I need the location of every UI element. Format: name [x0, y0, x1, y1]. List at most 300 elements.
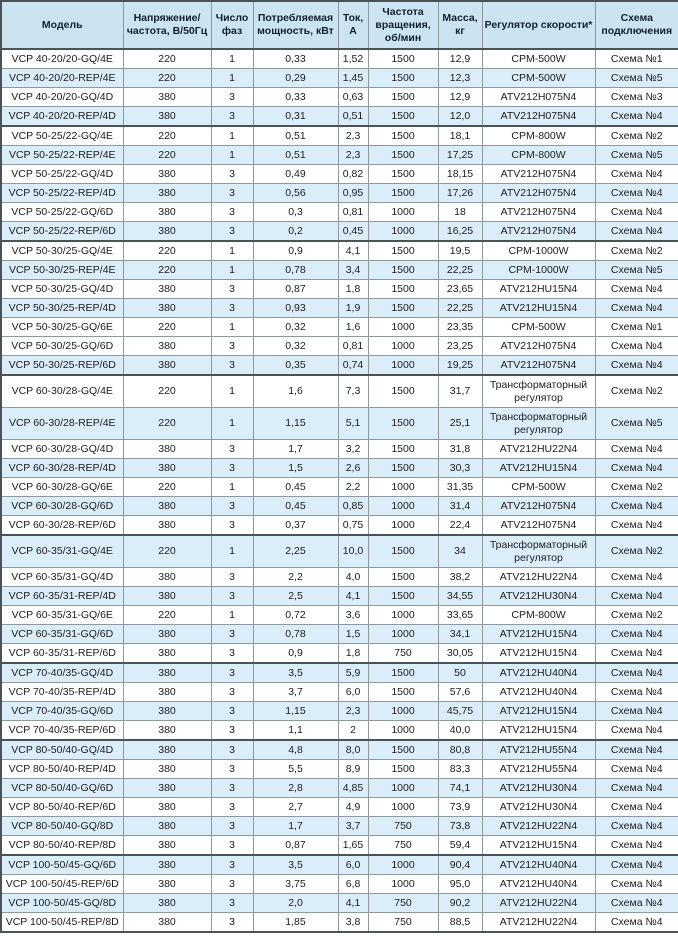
cell-scheme: Схема №2: [595, 241, 678, 261]
table-row: [1, 165, 678, 184]
cell-model: VCP 60-30/28-REP/4D: [1, 459, 123, 478]
cell-power: 2,5: [253, 587, 338, 606]
cell-current: 4,85: [338, 779, 368, 798]
cell-phases: 3: [211, 337, 253, 356]
cell-regulator: ATV212HU15N4: [482, 721, 595, 741]
cell-phases: 3: [211, 644, 253, 664]
cell-phases: 3: [211, 683, 253, 702]
cell-phases: 3: [211, 913, 253, 933]
cell-mass: 34,1: [438, 625, 482, 644]
cell-mass: 25,1: [438, 408, 482, 440]
cell-current: 7,3: [338, 375, 368, 408]
table-row: [1, 356, 678, 376]
cell-rpm: 750: [368, 644, 438, 664]
cell-voltage: 380: [123, 817, 211, 836]
cell-phases: 3: [211, 440, 253, 459]
cell-scheme: Схема №4: [595, 356, 678, 376]
cell-voltage: 220: [123, 69, 211, 88]
cell-voltage: 380: [123, 836, 211, 856]
cell-current: 2,3: [338, 702, 368, 721]
cell-voltage: 380: [123, 798, 211, 817]
cell-mass: 12,0: [438, 107, 482, 127]
cell-power: 1,85: [253, 913, 338, 933]
table-row: [1, 497, 678, 516]
cell-rpm: 1500: [368, 440, 438, 459]
cell-power: 5,5: [253, 760, 338, 779]
cell-power: 2,2: [253, 568, 338, 587]
cell-regulator: ATV212H075N4: [482, 497, 595, 516]
cell-current: 2,3: [338, 146, 368, 165]
cell-current: 0,75: [338, 516, 368, 536]
cell-mass: 30,05: [438, 644, 482, 664]
cell-phases: 3: [211, 894, 253, 913]
cell-rpm: 1000: [368, 222, 438, 242]
cell-power: 3,75: [253, 875, 338, 894]
table-row: [1, 478, 678, 497]
cell-model: VCP 40-20/20-REP/4E: [1, 69, 123, 88]
cell-model: VCP 40-20/20-GQ/4E: [1, 49, 123, 69]
cell-rpm: 1000: [368, 318, 438, 337]
cell-mass: 74,1: [438, 779, 482, 798]
cell-rpm: 1500: [368, 146, 438, 165]
cell-phases: 1: [211, 535, 253, 568]
cell-phases: 3: [211, 356, 253, 376]
cell-model: VCP 40-20/20-GQ/4D: [1, 88, 123, 107]
cell-model: VCP 70-40/35-GQ/4D: [1, 663, 123, 683]
cell-voltage: 220: [123, 318, 211, 337]
cell-regulator: ATV212HU22N4: [482, 894, 595, 913]
cell-rpm: 1500: [368, 69, 438, 88]
cell-rpm: 1500: [368, 459, 438, 478]
cell-model: VCP 50-25/22-GQ/6D: [1, 203, 123, 222]
cell-model: VCP 60-35/31-GQ/6D: [1, 625, 123, 644]
cell-mass: 50: [438, 663, 482, 683]
col-header-rpm: Частота вращения, об/мин: [368, 1, 438, 49]
cell-scheme: Схема №4: [595, 760, 678, 779]
cell-current: 3,7: [338, 817, 368, 836]
cell-current: 0,81: [338, 203, 368, 222]
cell-regulator: ATV212HU40N4: [482, 683, 595, 702]
cell-phases: 3: [211, 203, 253, 222]
cell-voltage: 380: [123, 516, 211, 536]
cell-model: VCP 50-25/22-REP/6D: [1, 222, 123, 242]
cell-current: 1,9: [338, 299, 368, 318]
cell-voltage: 220: [123, 478, 211, 497]
cell-scheme: Схема №4: [595, 516, 678, 536]
cell-voltage: 220: [123, 261, 211, 280]
cell-mass: 31,4: [438, 497, 482, 516]
cell-model: VCP 60-30/28-GQ/6D: [1, 497, 123, 516]
cell-current: 0,82: [338, 165, 368, 184]
cell-scheme: Схема №2: [595, 478, 678, 497]
cell-model: VCP 60-35/31-GQ/4D: [1, 568, 123, 587]
cell-mass: 31,35: [438, 478, 482, 497]
cell-rpm: 1000: [368, 779, 438, 798]
cell-current: 5,9: [338, 663, 368, 683]
cell-current: 4,0: [338, 568, 368, 587]
cell-mass: 22,4: [438, 516, 482, 536]
table-header-row: [1, 1, 678, 49]
table-row: [1, 126, 678, 146]
cell-rpm: 1000: [368, 875, 438, 894]
cell-power: 1,15: [253, 408, 338, 440]
cell-regulator: ATV212H075N4: [482, 165, 595, 184]
cell-mass: 38,2: [438, 568, 482, 587]
cell-phases: 3: [211, 721, 253, 741]
table-row: [1, 203, 678, 222]
table-row: [1, 261, 678, 280]
cell-model: VCP 80-50/40-GQ/6D: [1, 779, 123, 798]
cell-model: VCP 80-50/40-GQ/4D: [1, 740, 123, 760]
cell-phases: 3: [211, 702, 253, 721]
cell-power: 0,35: [253, 356, 338, 376]
cell-mass: 12,3: [438, 69, 482, 88]
cell-voltage: 380: [123, 587, 211, 606]
cell-current: 2,6: [338, 459, 368, 478]
cell-rpm: 1500: [368, 241, 438, 261]
cell-scheme: Схема №5: [595, 69, 678, 88]
cell-power: 4,8: [253, 740, 338, 760]
cell-current: 3,6: [338, 606, 368, 625]
col-header-phases: Число фаз: [211, 1, 253, 49]
cell-phases: 3: [211, 875, 253, 894]
cell-rpm: 1500: [368, 88, 438, 107]
cell-current: 6,8: [338, 875, 368, 894]
table-row: [1, 625, 678, 644]
cell-phases: 1: [211, 241, 253, 261]
table-row: [1, 721, 678, 741]
cell-scheme: Схема №4: [595, 817, 678, 836]
table-row: [1, 568, 678, 587]
cell-scheme: Схема №4: [595, 203, 678, 222]
cell-scheme: Схема №4: [595, 222, 678, 242]
cell-power: 0,49: [253, 165, 338, 184]
cell-voltage: 380: [123, 740, 211, 760]
cell-model: VCP 80-50/40-REP/4D: [1, 760, 123, 779]
cell-regulator: CPM-500W: [482, 69, 595, 88]
cell-model: VCP 60-35/31-REP/4D: [1, 587, 123, 606]
cell-rpm: 1000: [368, 625, 438, 644]
cell-model: VCP 60-35/31-REP/6D: [1, 644, 123, 664]
cell-phases: 1: [211, 69, 253, 88]
cell-model: VCP 80-50/40-GQ/8D: [1, 817, 123, 836]
cell-phases: 3: [211, 184, 253, 203]
cell-model: VCP 40-20/20-REP/4D: [1, 107, 123, 127]
cell-mass: 12,9: [438, 49, 482, 69]
cell-model: VCP 50-25/22-GQ/4E: [1, 126, 123, 146]
cell-mass: 83,3: [438, 760, 482, 779]
cell-rpm: 1500: [368, 663, 438, 683]
cell-regulator: ATV212H075N4: [482, 88, 595, 107]
cell-mass: 19,25: [438, 356, 482, 376]
cell-mass: 73,8: [438, 817, 482, 836]
cell-model: VCP 50-30/25-GQ/4D: [1, 280, 123, 299]
cell-current: 1,8: [338, 644, 368, 664]
cell-mass: 45,75: [438, 702, 482, 721]
cell-rpm: 1000: [368, 721, 438, 741]
table-row: [1, 49, 678, 69]
cell-mass: 22,25: [438, 261, 482, 280]
cell-current: 3,8: [338, 913, 368, 933]
cell-rpm: 1000: [368, 855, 438, 875]
cell-power: 0,87: [253, 280, 338, 299]
cell-scheme: Схема №4: [595, 721, 678, 741]
cell-model: VCP 70-40/35-REP/6D: [1, 721, 123, 741]
cell-voltage: 380: [123, 222, 211, 242]
cell-power: 0,51: [253, 126, 338, 146]
cell-scheme: Схема №5: [595, 408, 678, 440]
cell-current: 6,0: [338, 683, 368, 702]
cell-regulator: ATV212HU40N4: [482, 875, 595, 894]
cell-phases: 3: [211, 459, 253, 478]
cell-power: 0,45: [253, 497, 338, 516]
table-row: [1, 299, 678, 318]
cell-phases: 1: [211, 146, 253, 165]
cell-phases: 1: [211, 126, 253, 146]
cell-model: VCP 70-40/35-GQ/6D: [1, 702, 123, 721]
cell-voltage: 380: [123, 683, 211, 702]
cell-scheme: Схема №4: [595, 337, 678, 356]
table-row: [1, 535, 678, 568]
cell-regulator: ATV212H075N4: [482, 337, 595, 356]
cell-regulator: ATV212H075N4: [482, 222, 595, 242]
cell-rpm: 1000: [368, 516, 438, 536]
cell-scheme: Схема №3: [595, 88, 678, 107]
cell-regulator: ATV212H075N4: [482, 203, 595, 222]
cell-mass: 19,5: [438, 241, 482, 261]
cell-power: 1,7: [253, 440, 338, 459]
table-row: [1, 894, 678, 913]
cell-model: VCP 50-30/25-GQ/6D: [1, 337, 123, 356]
table-row: [1, 587, 678, 606]
cell-voltage: 380: [123, 440, 211, 459]
cell-rpm: 1500: [368, 535, 438, 568]
cell-current: 10,0: [338, 535, 368, 568]
cell-voltage: 380: [123, 459, 211, 478]
cell-model: VCP 100-50/45-GQ/6D: [1, 855, 123, 875]
cell-regulator: ATV212H075N4: [482, 516, 595, 536]
cell-power: 1,1: [253, 721, 338, 741]
cell-mass: 95,0: [438, 875, 482, 894]
cell-model: VCP 70-40/35-REP/4D: [1, 683, 123, 702]
cell-power: 0,72: [253, 606, 338, 625]
cell-voltage: 220: [123, 535, 211, 568]
cell-current: 1,6: [338, 318, 368, 337]
cell-rpm: 1500: [368, 408, 438, 440]
cell-current: 4,1: [338, 241, 368, 261]
cell-regulator: ATV212HU30N4: [482, 587, 595, 606]
cell-voltage: 380: [123, 337, 211, 356]
cell-regulator: ATV212HU22N4: [482, 913, 595, 933]
table-row: [1, 440, 678, 459]
cell-current: 1,8: [338, 280, 368, 299]
cell-mass: 73,9: [438, 798, 482, 817]
cell-scheme: Схема №1: [595, 49, 678, 69]
cell-rpm: 1500: [368, 126, 438, 146]
cell-mass: 90,2: [438, 894, 482, 913]
table-row: [1, 913, 678, 933]
cell-phases: 3: [211, 798, 253, 817]
cell-model: VCP 60-35/31-GQ/4E: [1, 535, 123, 568]
cell-scheme: Схема №4: [595, 280, 678, 299]
cell-model: VCP 50-30/25-REP/4D: [1, 299, 123, 318]
cell-scheme: Схема №4: [595, 587, 678, 606]
table-row: [1, 69, 678, 88]
table-row: [1, 740, 678, 760]
cell-power: 3,5: [253, 855, 338, 875]
cell-phases: 1: [211, 478, 253, 497]
cell-phases: 3: [211, 587, 253, 606]
table-row: [1, 107, 678, 127]
cell-current: 0,85: [338, 497, 368, 516]
cell-regulator: ATV212HU30N4: [482, 798, 595, 817]
cell-current: 3,2: [338, 440, 368, 459]
cell-mass: 88,5: [438, 913, 482, 933]
cell-rpm: 1500: [368, 587, 438, 606]
table-row: [1, 280, 678, 299]
cell-phases: 3: [211, 855, 253, 875]
cell-phases: 3: [211, 299, 253, 318]
cell-mass: 34,55: [438, 587, 482, 606]
cell-current: 8,9: [338, 760, 368, 779]
cell-scheme: Схема №4: [595, 855, 678, 875]
cell-current: 0,45: [338, 222, 368, 242]
cell-mass: 59,4: [438, 836, 482, 856]
cell-voltage: 380: [123, 721, 211, 741]
cell-power: 0,33: [253, 49, 338, 69]
cell-power: 0,29: [253, 69, 338, 88]
cell-phases: 3: [211, 663, 253, 683]
cell-regulator: ATV212H075N4: [482, 107, 595, 127]
cell-power: 3,7: [253, 683, 338, 702]
cell-mass: 31,7: [438, 375, 482, 408]
cell-rpm: 1000: [368, 203, 438, 222]
cell-rpm: 1500: [368, 375, 438, 408]
cell-scheme: Схема №5: [595, 261, 678, 280]
cell-rpm: 1000: [368, 478, 438, 497]
cell-model: VCP 60-30/28-GQ/4D: [1, 440, 123, 459]
cell-regulator: ATV212H075N4: [482, 356, 595, 376]
cell-current: 6,0: [338, 855, 368, 875]
cell-scheme: Схема №4: [595, 683, 678, 702]
cell-voltage: 380: [123, 760, 211, 779]
cell-phases: 3: [211, 740, 253, 760]
col-header-model: Модель: [1, 1, 123, 49]
cell-power: 0,3: [253, 203, 338, 222]
cell-scheme: Схема №4: [595, 497, 678, 516]
cell-current: 4,1: [338, 587, 368, 606]
cell-mass: 18: [438, 203, 482, 222]
cell-voltage: 380: [123, 625, 211, 644]
cell-phases: 1: [211, 318, 253, 337]
cell-phases: 3: [211, 760, 253, 779]
cell-model: VCP 50-25/22-REP/4E: [1, 146, 123, 165]
cell-voltage: 380: [123, 165, 211, 184]
cell-model: VCP 50-25/22-REP/4D: [1, 184, 123, 203]
table-header: [1, 1, 678, 49]
cell-regulator: ATV212HU55N4: [482, 760, 595, 779]
cell-phases: 3: [211, 280, 253, 299]
cell-phases: 3: [211, 165, 253, 184]
cell-current: 8,0: [338, 740, 368, 760]
cell-model: VCP 100-50/45-REP/6D: [1, 875, 123, 894]
cell-regulator: ATV212HU22N4: [482, 568, 595, 587]
cell-regulator: ATV212HU15N4: [482, 644, 595, 664]
cell-regulator: ATV212HU22N4: [482, 440, 595, 459]
cell-scheme: Схема №2: [595, 535, 678, 568]
cell-power: 0,32: [253, 318, 338, 337]
cell-voltage: 380: [123, 644, 211, 664]
cell-power: 2,8: [253, 779, 338, 798]
cell-power: 0,87: [253, 836, 338, 856]
cell-current: 0,95: [338, 184, 368, 203]
cell-model: VCP 100-50/45-GQ/8D: [1, 894, 123, 913]
cell-model: VCP 50-30/25-GQ/6E: [1, 318, 123, 337]
cell-model: VCP 80-50/40-REP/6D: [1, 798, 123, 817]
cell-current: 4,9: [338, 798, 368, 817]
cell-rpm: 1500: [368, 683, 438, 702]
table-row: [1, 408, 678, 440]
cell-model: VCP 60-30/28-GQ/6E: [1, 478, 123, 497]
cell-scheme: Схема №4: [595, 459, 678, 478]
cell-voltage: 380: [123, 299, 211, 318]
cell-scheme: Схема №4: [595, 702, 678, 721]
cell-mass: 57,6: [438, 683, 482, 702]
cell-rpm: 1500: [368, 299, 438, 318]
table-row: [1, 817, 678, 836]
cell-phases: 1: [211, 261, 253, 280]
cell-mass: 22,25: [438, 299, 482, 318]
cell-voltage: 380: [123, 568, 211, 587]
cell-rpm: 1500: [368, 740, 438, 760]
cell-voltage: 220: [123, 49, 211, 69]
table-row: [1, 855, 678, 875]
cell-regulator: CPM-800W: [482, 146, 595, 165]
cell-voltage: 380: [123, 280, 211, 299]
cell-current: 1,45: [338, 69, 368, 88]
cell-voltage: 380: [123, 497, 211, 516]
col-header-current: Ток, А: [338, 1, 368, 49]
cell-scheme: Схема №2: [595, 375, 678, 408]
cell-voltage: 220: [123, 146, 211, 165]
cell-power: 0,33: [253, 88, 338, 107]
cell-voltage: 380: [123, 913, 211, 933]
cell-scheme: Схема №4: [595, 107, 678, 127]
table-row: [1, 222, 678, 242]
cell-regulator: ATV212H075N4: [482, 184, 595, 203]
cell-current: 0,51: [338, 107, 368, 127]
cell-regulator: CPM-500W: [482, 318, 595, 337]
cell-voltage: 380: [123, 88, 211, 107]
cell-phases: 3: [211, 107, 253, 127]
cell-voltage: 380: [123, 702, 211, 721]
cell-power: 1,6: [253, 375, 338, 408]
cell-power: 2,25: [253, 535, 338, 568]
cell-rpm: 1000: [368, 337, 438, 356]
table-body: [1, 49, 678, 932]
cell-regulator: CPM-500W: [482, 49, 595, 69]
cell-scheme: Схема №1: [595, 318, 678, 337]
col-header-voltage: Напряжение/ частота, В/50Гц: [123, 1, 211, 49]
cell-regulator: CPM-1000W: [482, 241, 595, 261]
cell-phases: 3: [211, 779, 253, 798]
cell-scheme: Схема №4: [595, 644, 678, 664]
cell-scheme: Схема №2: [595, 126, 678, 146]
cell-current: 2: [338, 721, 368, 741]
cell-scheme: Схема №4: [595, 663, 678, 683]
cell-voltage: 220: [123, 241, 211, 261]
cell-rpm: 750: [368, 894, 438, 913]
